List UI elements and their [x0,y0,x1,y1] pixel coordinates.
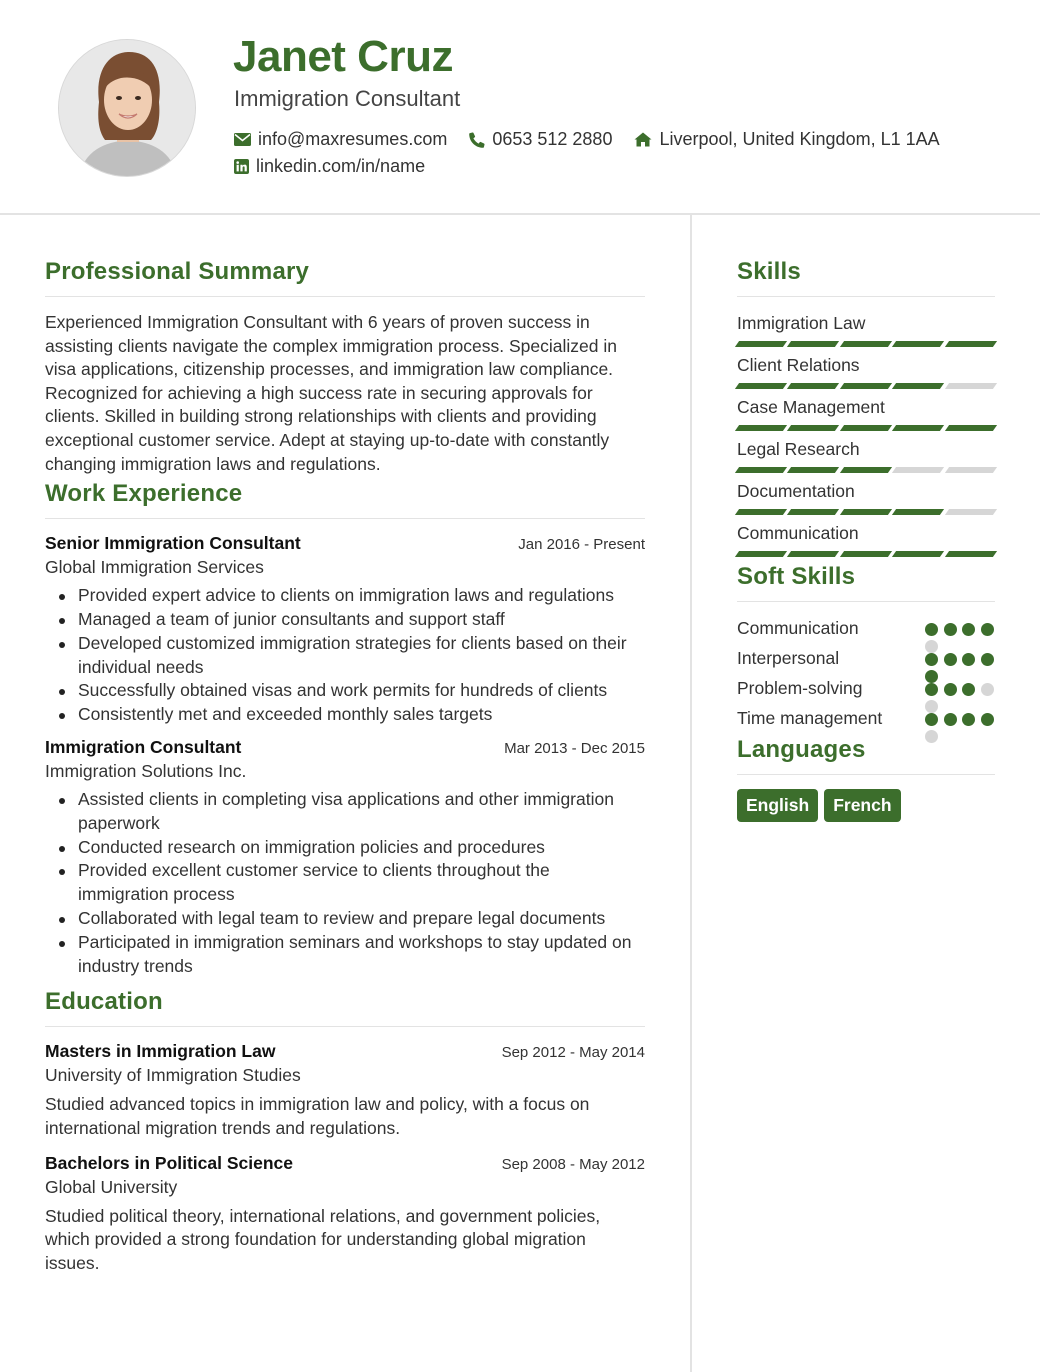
skill-item [737,479,995,515]
skill-level-segment [787,551,840,557]
job-bullet: Conducted research on immigration policies and procedures [45,836,645,860]
skills-list [737,311,995,557]
skill-level-segment [787,341,840,347]
job-date: Mar 2013 - Dec 2015 [504,739,645,757]
skill-level-segment [945,341,998,347]
skill-level-segment [787,425,840,431]
education-entry [45,1041,645,1140]
sidebar-column [737,258,995,822]
skill-item [737,437,995,473]
skill-level-segment [840,467,893,473]
job-title: Immigration Consultant [45,736,242,757]
skill-level-segment [735,383,788,389]
soft-skill-rating [925,616,995,640]
languages-section [737,736,995,822]
job-bullet: Collaborated with legal team to review and prepare legal documents [45,907,645,931]
soft-skill-rating [925,676,995,700]
rating-dot [944,623,957,636]
skill-level-segment [892,341,945,347]
skill-level-segment [735,467,788,473]
soft-skills-section [737,563,995,730]
skill-level-segment [945,551,998,557]
job-company: Immigration Solutions Inc. [45,760,247,781]
language-badge: English [737,789,818,822]
skill-name: Documentation [737,481,855,501]
job-bullet: Assisted clients in completing visa applications and other immigration paperwork [45,788,645,836]
contact-row-secondary [234,156,447,177]
skill-level-segment [840,383,893,389]
job-date: Jan 2016 - Present [518,536,645,554]
rating-dot [925,730,938,743]
education-description: Studied political theory, international relations, and government policies, which provided a strong foundation for understanding global migration issues. [45,1205,601,1273]
skill-level-segment [840,341,893,347]
soft-skills-list [737,616,995,730]
education-description: Studied advanced topics in immigration law and policy, with a focus on international migration trends and regulations. [45,1094,590,1138]
job-bullet: Participated in immigration seminars and workshops to stay updated on industry trends [45,931,645,979]
job-title: Senior Immigration Consultant [45,533,301,554]
rating-dot [962,623,975,636]
education-date: Sep 2008 - May 2012 [501,1155,645,1173]
candidate-title: Immigration Consultant [234,86,461,111]
skill-level-segment [735,425,788,431]
skill-item [737,311,995,347]
rating-dot [962,683,975,696]
skill-item [737,521,995,557]
soft-skill-item [737,706,995,730]
rating-dot [981,683,994,696]
rating-dot [925,713,938,726]
skill-name: Case Management [737,397,885,417]
degree-title: Bachelors in Political Science [45,1152,294,1173]
school-name: University of Immigration Studies [45,1065,301,1086]
skill-level-segment [840,509,893,515]
rating-dot [944,713,957,726]
skill-level-segment [892,551,945,557]
skill-level-segment [735,509,788,515]
languages-heading: Languages [737,736,995,775]
rating-dot [981,623,994,636]
skill-name: Client Relations [737,355,860,375]
experience-heading: Work Experience [45,480,645,519]
skill-level-segment [892,509,945,515]
contact-email[interactable] [234,129,447,150]
soft-skill-name: Time management [737,708,883,728]
soft-skill-name: Interpersonal [737,648,840,668]
resume-header [0,0,1040,215]
soft-skill-name: Communication [737,618,859,638]
skill-level-segment [945,425,998,431]
skill-level-segment [787,383,840,389]
skill-level-segment [787,509,840,515]
skill-level-bar [737,425,995,431]
job-entry [45,533,645,727]
education-heading: Education [45,988,645,1027]
summary-heading: Professional Summary [45,258,645,297]
school-name: Global University [45,1176,178,1197]
education-section [45,988,645,1275]
summary-section [45,258,645,476]
skill-level-bar [737,341,995,347]
soft-skill-rating [925,706,995,730]
email-text: info@maxresumes.com [258,129,448,149]
contact-linkedin[interactable] [234,156,425,177]
job-bullets [45,584,645,727]
skill-level-segment [945,383,998,389]
soft-skill-item [737,616,995,640]
phone-icon [469,132,485,148]
contact-row-primary [234,129,962,150]
job-bullet: Provided excellent customer service to clients throughout the immigration process [45,859,645,907]
skill-name: Immigration Law [737,313,866,333]
rating-dot [962,653,975,666]
soft-skill-item [737,646,995,670]
soft-skill-name: Problem-solving [737,678,863,698]
skill-item [737,353,995,389]
job-bullet: Provided expert advice to clients on immigration laws and regulations [45,584,645,608]
main-column [45,258,645,1287]
skill-level-segment [945,467,998,473]
skill-level-segment [892,425,945,431]
skill-level-bar [737,467,995,473]
skill-level-segment [892,467,945,473]
job-bullet: Consistently met and exceeded monthly sales targets [45,703,645,727]
rating-dot [981,713,994,726]
location-text: Liverpool, United Kingdom, L1 1AA [659,129,940,149]
soft-skill-item [737,676,995,700]
job-bullet: Developed customized immigration strategies for clients based on their individual needs [45,632,645,680]
candidate-name: Janet Cruz [233,32,453,81]
portrait-illustration [59,40,196,177]
summary-text: Experienced Immigration Consultant with 6 years of proven success in assisting clients navigate the complex immigration process. Specialized in visa applications, citizenship processes, and immigration law compliance. Recognized for achieving a high success rate in securing approvals for clients. Skilled in building strong relationships with clients and providing exceptional customer service. Adept at staying up-to-date with constantly changing immigration laws and regulations. [45,312,617,474]
experience-section [45,480,645,978]
skill-item [737,395,995,431]
skills-section [737,258,995,557]
job-company: Global Immigration Services [45,557,264,578]
contact-location [634,129,939,150]
skill-level-segment [787,467,840,473]
skill-level-segment [735,551,788,557]
languages-list [737,789,995,822]
skill-name: Legal Research [737,439,860,459]
contact-phone[interactable] [469,129,612,150]
soft-skill-rating [925,646,995,670]
column-divider [690,215,692,1372]
skill-level-bar [737,383,995,389]
home-icon [634,132,652,147]
education-date: Sep 2012 - May 2014 [501,1044,645,1062]
language-badge: French [824,789,900,822]
linkedin-icon [234,159,249,174]
rating-dot [981,653,994,666]
skill-level-segment [892,383,945,389]
skill-level-segment [945,509,998,515]
skills-heading: Skills [737,258,995,297]
profile-photo [58,39,196,177]
phone-text: 0653 512 2880 [492,129,613,149]
skill-level-segment [735,341,788,347]
rating-dot [925,683,938,696]
degree-title: Masters in Immigration Law [45,1041,276,1062]
job-entry [45,737,645,978]
linkedin-text: linkedin.com/in/name [256,156,426,176]
soft-skills-heading: Soft Skills [737,563,995,602]
skill-level-bar [737,509,995,515]
skill-name: Communication [737,523,859,543]
rating-dot [925,623,938,636]
rating-dot [944,653,957,666]
skill-level-segment [840,425,893,431]
job-bullet: Managed a team of junior consultants and support staff [45,608,645,632]
education-entry [45,1153,645,1276]
envelope-icon [234,133,251,146]
skill-level-segment [840,551,893,557]
job-bullets [45,788,645,978]
job-bullet: Successfully obtained visas and work permits for hundreds of clients [45,679,645,703]
rating-dot [925,653,938,666]
rating-dot [944,683,957,696]
skill-level-bar [737,551,995,557]
rating-dot [962,713,975,726]
